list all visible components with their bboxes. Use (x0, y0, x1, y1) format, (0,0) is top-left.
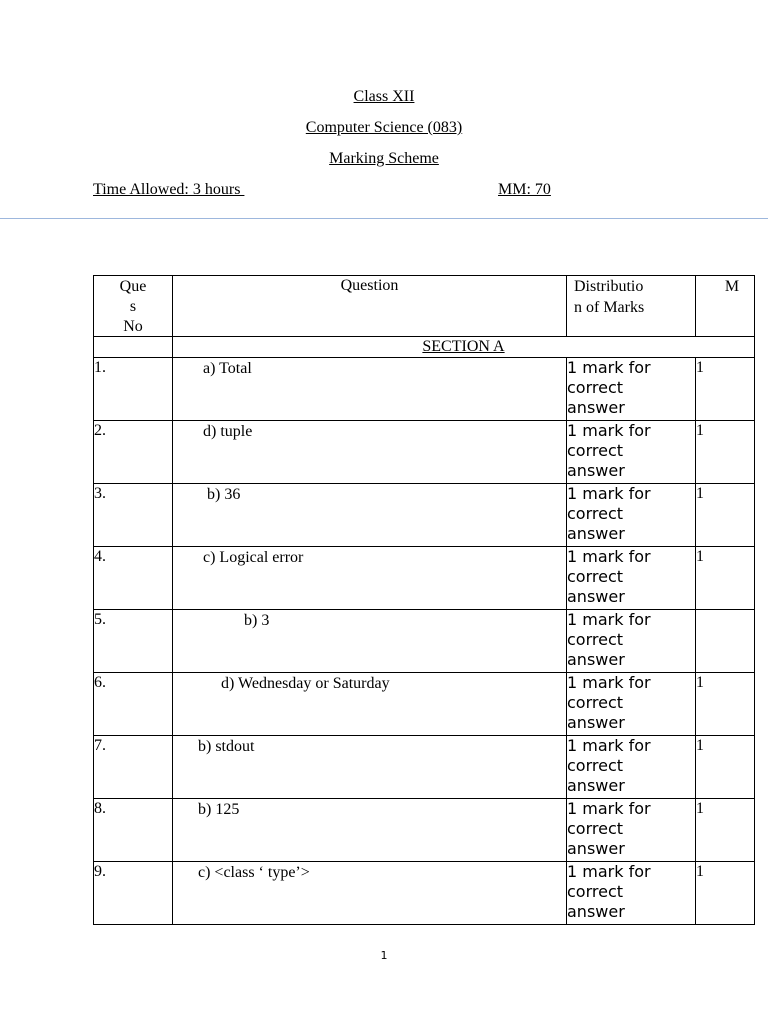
answer-cell (173, 862, 567, 925)
table-row (94, 736, 755, 799)
distribution-line: answer (567, 839, 625, 858)
page-number: 1 (380, 949, 388, 962)
distribution-line: correct (567, 441, 624, 460)
distribution-line: correct (567, 693, 624, 712)
col-header-distribution: Distributio n of Marks (567, 276, 696, 337)
marks-cell: 1 (696, 421, 755, 484)
table-row (94, 610, 755, 673)
distribution-line: correct (567, 882, 624, 901)
distribution-line: 1 mark for (567, 358, 651, 377)
distribution-cell (567, 736, 696, 799)
answer-cell (173, 673, 567, 736)
marks-cell: 1 (696, 358, 755, 421)
distribution-line: correct (567, 756, 624, 775)
marks-cell: 1 (696, 862, 755, 925)
table-row (94, 673, 755, 736)
col-header-question: Question (173, 276, 567, 337)
distribution-cell (567, 862, 696, 925)
answer-cell (173, 736, 567, 799)
col-header-qno: Que s No (94, 276, 173, 337)
table-row (94, 358, 755, 421)
distribution-line: 1 mark for (567, 421, 651, 440)
question-number: 1. (94, 358, 173, 421)
distribution-cell (567, 799, 696, 862)
time-allowed: Time Allowed: 3 hours (93, 181, 245, 198)
col-header-marks: M (696, 276, 755, 337)
question-number: 3. (94, 484, 173, 547)
answer-cell (173, 484, 567, 547)
distribution-cell (567, 421, 696, 484)
marks-cell: 1 (696, 736, 755, 799)
answer-text: c) <class ‘ type’> (198, 864, 310, 881)
distribution-line: answer (567, 524, 625, 543)
question-number: 8. (94, 799, 173, 862)
table-row (94, 799, 755, 862)
distribution-line: correct (567, 378, 624, 397)
distribution-line: correct (567, 630, 624, 649)
marks-cell: 1 (696, 799, 755, 862)
header-divider (0, 218, 768, 219)
table-row (94, 484, 755, 547)
marks-cell: 1 (696, 547, 755, 610)
question-number: 6. (94, 673, 173, 736)
question-number: 5. (94, 610, 173, 673)
table-row (94, 547, 755, 610)
answer-text: b) 3 (244, 612, 270, 629)
distribution-line: answer (567, 398, 625, 417)
document-title: Marking Scheme (329, 150, 439, 167)
answer-text: b) 125 (198, 801, 240, 818)
distribution-line: answer (567, 650, 625, 669)
answer-cell (173, 547, 567, 610)
distribution-line: 1 mark for (567, 862, 651, 881)
distribution-line: 1 mark for (567, 547, 651, 566)
distribution-line: correct (567, 567, 624, 586)
section-blank-cell (94, 337, 173, 358)
distribution-line: 1 mark for (567, 673, 651, 692)
distribution-line: answer (567, 713, 625, 732)
marking-scheme-table (93, 275, 755, 925)
answer-text: c) Logical error (203, 549, 304, 566)
distribution-line: answer (567, 461, 625, 480)
max-marks: MM: 70 (498, 181, 551, 198)
distribution-line: 1 mark for (567, 799, 651, 818)
distribution-cell (567, 358, 696, 421)
answer-cell (173, 799, 567, 862)
subject-heading: Computer Science (083) (305, 119, 463, 136)
answer-text: a) Total (203, 360, 252, 377)
question-number: 2. (94, 421, 173, 484)
answer-cell (173, 421, 567, 484)
answer-cell (173, 358, 567, 421)
distribution-line: answer (567, 587, 625, 606)
distribution-cell (567, 673, 696, 736)
section-row (94, 337, 755, 358)
distribution-line: 1 mark for (567, 736, 651, 755)
question-number: 4. (94, 547, 173, 610)
question-number: 7. (94, 736, 173, 799)
distribution-line: 1 mark for (567, 484, 651, 503)
table-row (94, 421, 755, 484)
distribution-line: 1 mark for (567, 610, 651, 629)
class-heading: Class XII (353, 88, 415, 105)
distribution-cell (567, 610, 696, 673)
distribution-cell (567, 547, 696, 610)
marks-cell: 1 (696, 484, 755, 547)
answer-cell (173, 610, 567, 673)
distribution-cell (567, 484, 696, 547)
answer-text: d) Wednesday or Saturday (221, 675, 390, 692)
distribution-line: correct (567, 504, 624, 523)
distribution-line: answer (567, 776, 625, 795)
marks-cell: 1 (696, 673, 755, 736)
table-row (94, 862, 755, 925)
question-number: 9. (94, 862, 173, 925)
table-header-row (94, 276, 755, 337)
distribution-line: correct (567, 819, 624, 838)
answer-text: b) stdout (198, 738, 255, 755)
answer-text: d) tuple (203, 423, 253, 440)
marks-cell (696, 610, 755, 673)
answer-text: b) 36 (207, 486, 241, 503)
section-title: SECTION A (173, 337, 755, 358)
distribution-line: answer (567, 902, 625, 921)
